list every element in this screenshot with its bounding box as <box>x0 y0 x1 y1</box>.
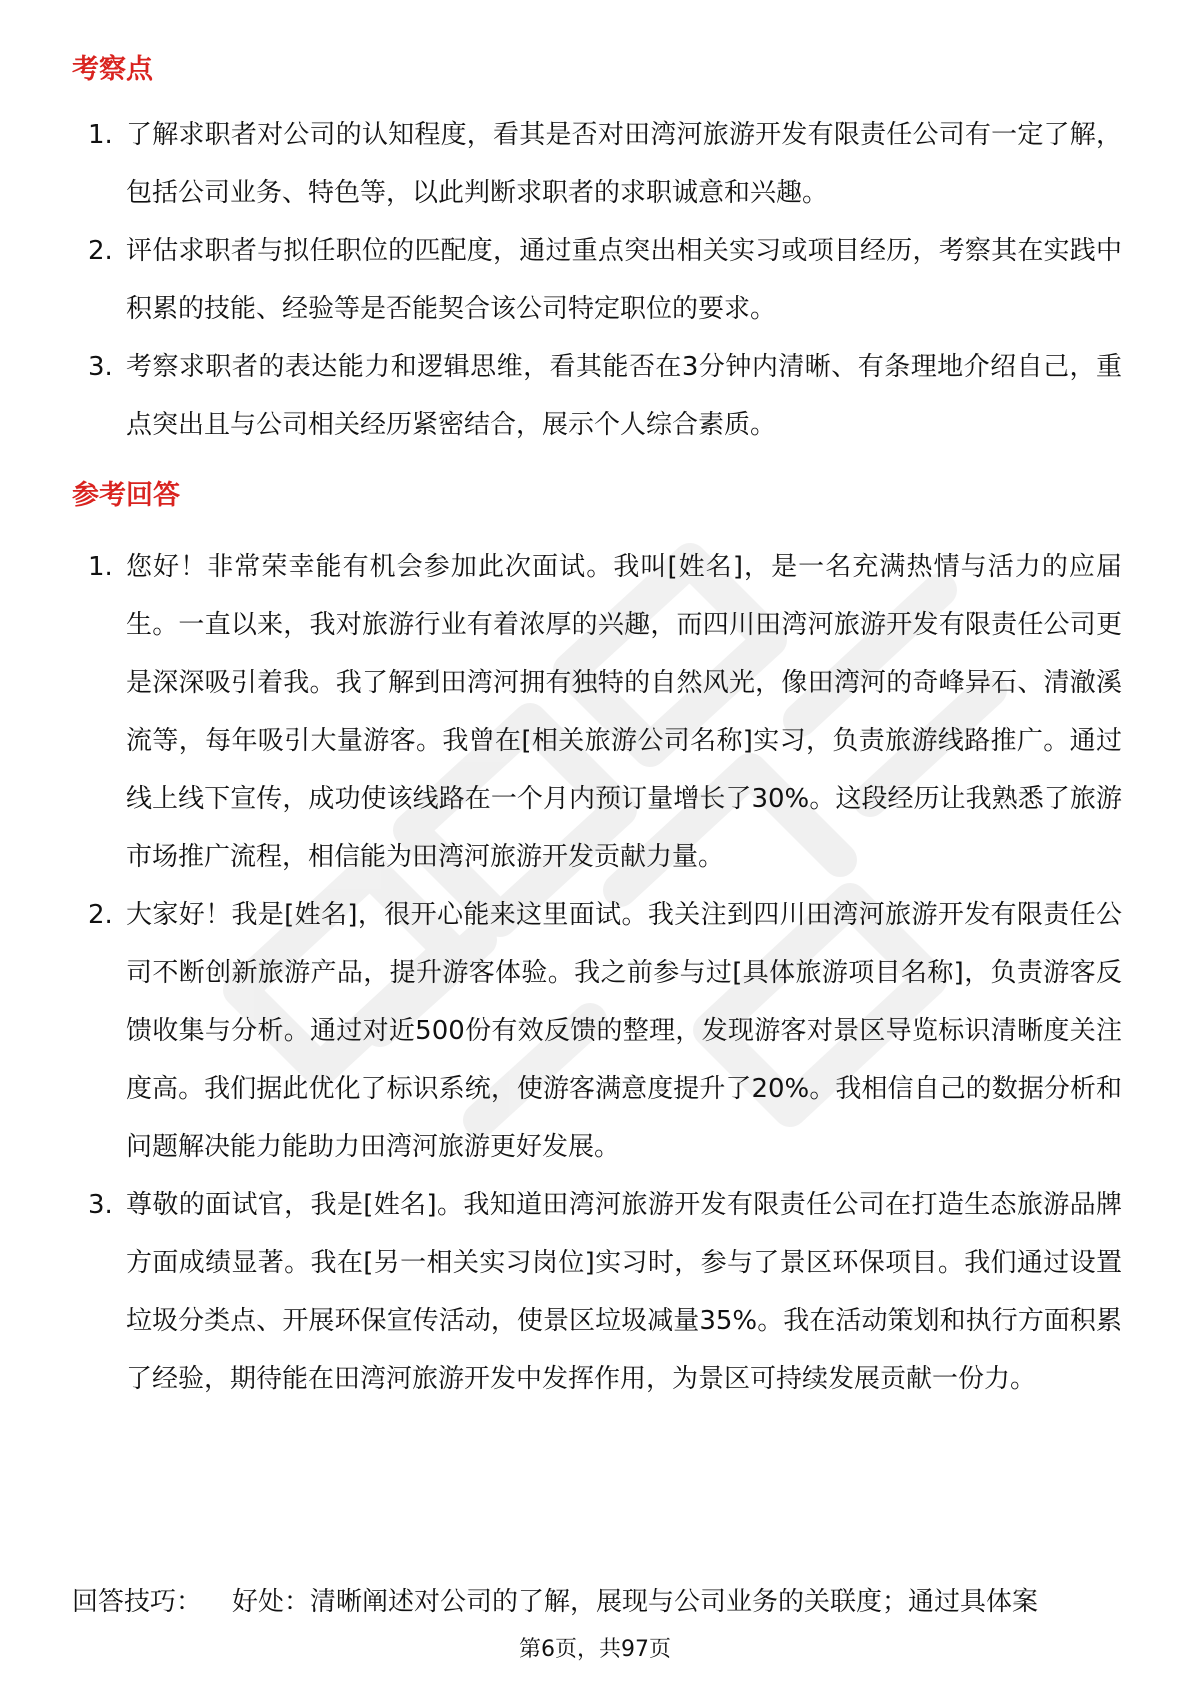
list-item <box>72 886 1122 1176</box>
section-title-inspection: 考察点 <box>72 54 153 85</box>
answer-tips <box>72 1573 1122 1631</box>
tips-label: 回答技巧： <box>72 1587 203 1617</box>
list-item-text: 您好！非常荣幸能有机会参加此次面试。我叫[姓名]，是一名充满热情与活力的应届生。一直以来，我对旅游行业有着浓厚的兴趣，而四川田湾河旅游开发有限责任公司更是深深吸引着我。我了解到田湾河拥有独特的自然风光，像田湾河的奇峰异石、清澈溪流等，每年吸引大量游客。我曾在[相关旅游公司名称]实习，负责旅游线路推广。通过线上线下宣传，成功使该线路在一个月内预订量增长了30%。这段经历让我熟悉了旅游市场推广流程，相信能为田湾河旅游开发贡献力量。 <box>126 552 1122 872</box>
list-item <box>72 338 1122 454</box>
document-content <box>72 44 1122 1408</box>
list-item-text: 大家好！我是[姓名]，很开心能来这里面试。我关注到四川田湾河旅游开发有限责任公司不断创新旅游产品，提升游客体验。我之前参与过[具体旅游项目名称]，负责游客反馈收集与分析。通过对近500份有效反馈的整理，发现游客对景区导览标识清晰度关注度高。我们据此优化了标识系统，使游客满意度提升了20%。我相信自己的数据分析和问题解决能力能助力田湾河旅游更好发展。 <box>126 900 1122 1162</box>
list-item-text: 评估求职者与拟任职位的匹配度，通过重点突出相关实习或项目经历，考察其在实践中积累的技能、经验等是否能契合该公司特定职位的要求。 <box>126 236 1122 324</box>
reference-list <box>72 538 1122 1408</box>
list-number: 1. <box>88 552 113 582</box>
list-item <box>72 106 1122 222</box>
section-title-reference: 参考回答 <box>72 480 180 511</box>
list-number: 3. <box>88 1190 113 1220</box>
list-number: 3. <box>88 352 113 382</box>
list-item-text: 考察求职者的表达能力和逻辑思维，看其能否在3分钟内清晰、有条理地介绍自己，重点突出且与公司相关经历紧密结合，展示个人综合素质。 <box>126 352 1122 440</box>
list-item-text: 了解求职者对公司的认知程度，看其是否对田湾河旅游开发有限责任公司有一定了解，包括公司业务、特色等，以此判断求职者的求职诚意和兴趣。 <box>126 120 1122 208</box>
inspection-list <box>72 106 1122 454</box>
list-number: 2. <box>88 900 113 930</box>
page-number: 第6页，共97页 <box>519 1637 671 1662</box>
list-number: 2. <box>88 236 113 266</box>
tips-text: 好处：清晰阐述对公司的了解，展现与公司业务的关联度；通过具体案 <box>232 1587 1039 1617</box>
list-item-text: 尊敬的面试官，我是[姓名]。我知道田湾河旅游开发有限责任公司在打造生态旅游品牌方面成绩显著。我在[另一相关实习岗位]实习时，参与了景区环保项目。我们通过设置垃圾分类点、开展环保宣传活动，使景区垃圾减量35%。我在活动策划和执行方面积累了经验，期待能在田湾河旅游开发中发挥作用，为景区可持续发展贡献一份力。 <box>126 1190 1122 1394</box>
list-item <box>72 222 1122 338</box>
list-item <box>72 1176 1122 1408</box>
list-number: 1. <box>88 120 113 150</box>
list-item <box>72 538 1122 886</box>
